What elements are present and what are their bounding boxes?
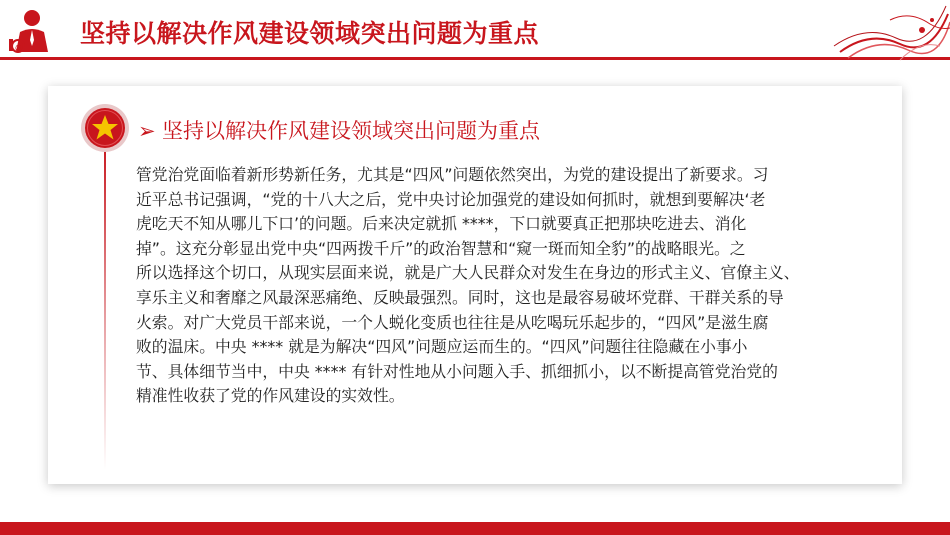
body-line: 享乐主义和奢靡之风最深恶痛绝、反映最强烈。同时，这也是最容易破坏党群、干群关系的导 (136, 287, 784, 307)
body-line: 管党治党面临着新形势新任务，尤其是“四风”问题依然突出，为党的建设提出了新要求。习 (136, 165, 769, 184)
footer-bar (0, 522, 950, 535)
star-badge-icon (80, 103, 130, 153)
body-line: 精准性收获了党的作风建设的实效性。 (136, 386, 405, 406)
timeline-line (104, 140, 106, 470)
body-line: 火索。对广大党员干部来说，一个人蜕化变质也往往是从吃喝玩乐起步的，“四风”是滋生腐 (136, 312, 769, 332)
arrow-bullet-icon: ➢ (138, 119, 156, 143)
body-line: 掉”。这充分彰显出党中央“四两拨千斤”的政治智慧和“窥一斑而知全豹”的战略眼光。之 (136, 238, 746, 258)
svg-text:@: @ (15, 43, 23, 52)
body-line: 虎吃天不知从哪儿下口’的问题。后来决定就抓 ****，下口就要真正把那块吃进去、消化 (136, 214, 747, 234)
ribbon-decoration-icon (830, 0, 950, 70)
body-line: 节、具体细节当中，中央 **** 有针对性地从小问题入手、抓细抓小，以不断提高管党治党的 (136, 361, 778, 381)
body-paragraph (136, 163, 876, 409)
body-line: 近平总书记强调，“党的十八大之后，党中央讨论加强党的建设如何抓时，就想到要解决‘老 (136, 189, 766, 209)
section-heading-text: 坚持以解决作风建设领域突出问题为重点 (162, 119, 540, 143)
section-heading (138, 115, 540, 145)
body-line: 败的温床。中央 **** 就是为解决“四风”问题应运而生的。“四风”问题往往隐藏在小事小 (136, 337, 748, 357)
header-divider (0, 57, 950, 60)
page-title: 坚持以解决作风建设领域突出问题为重点 (80, 19, 540, 48)
party-logo-icon (8, 6, 60, 54)
body-line: 所以选择这个切口，从现实层面来说，就是广大人民群众对发生在身边的形式主义、官僚主义、 (136, 263, 800, 283)
